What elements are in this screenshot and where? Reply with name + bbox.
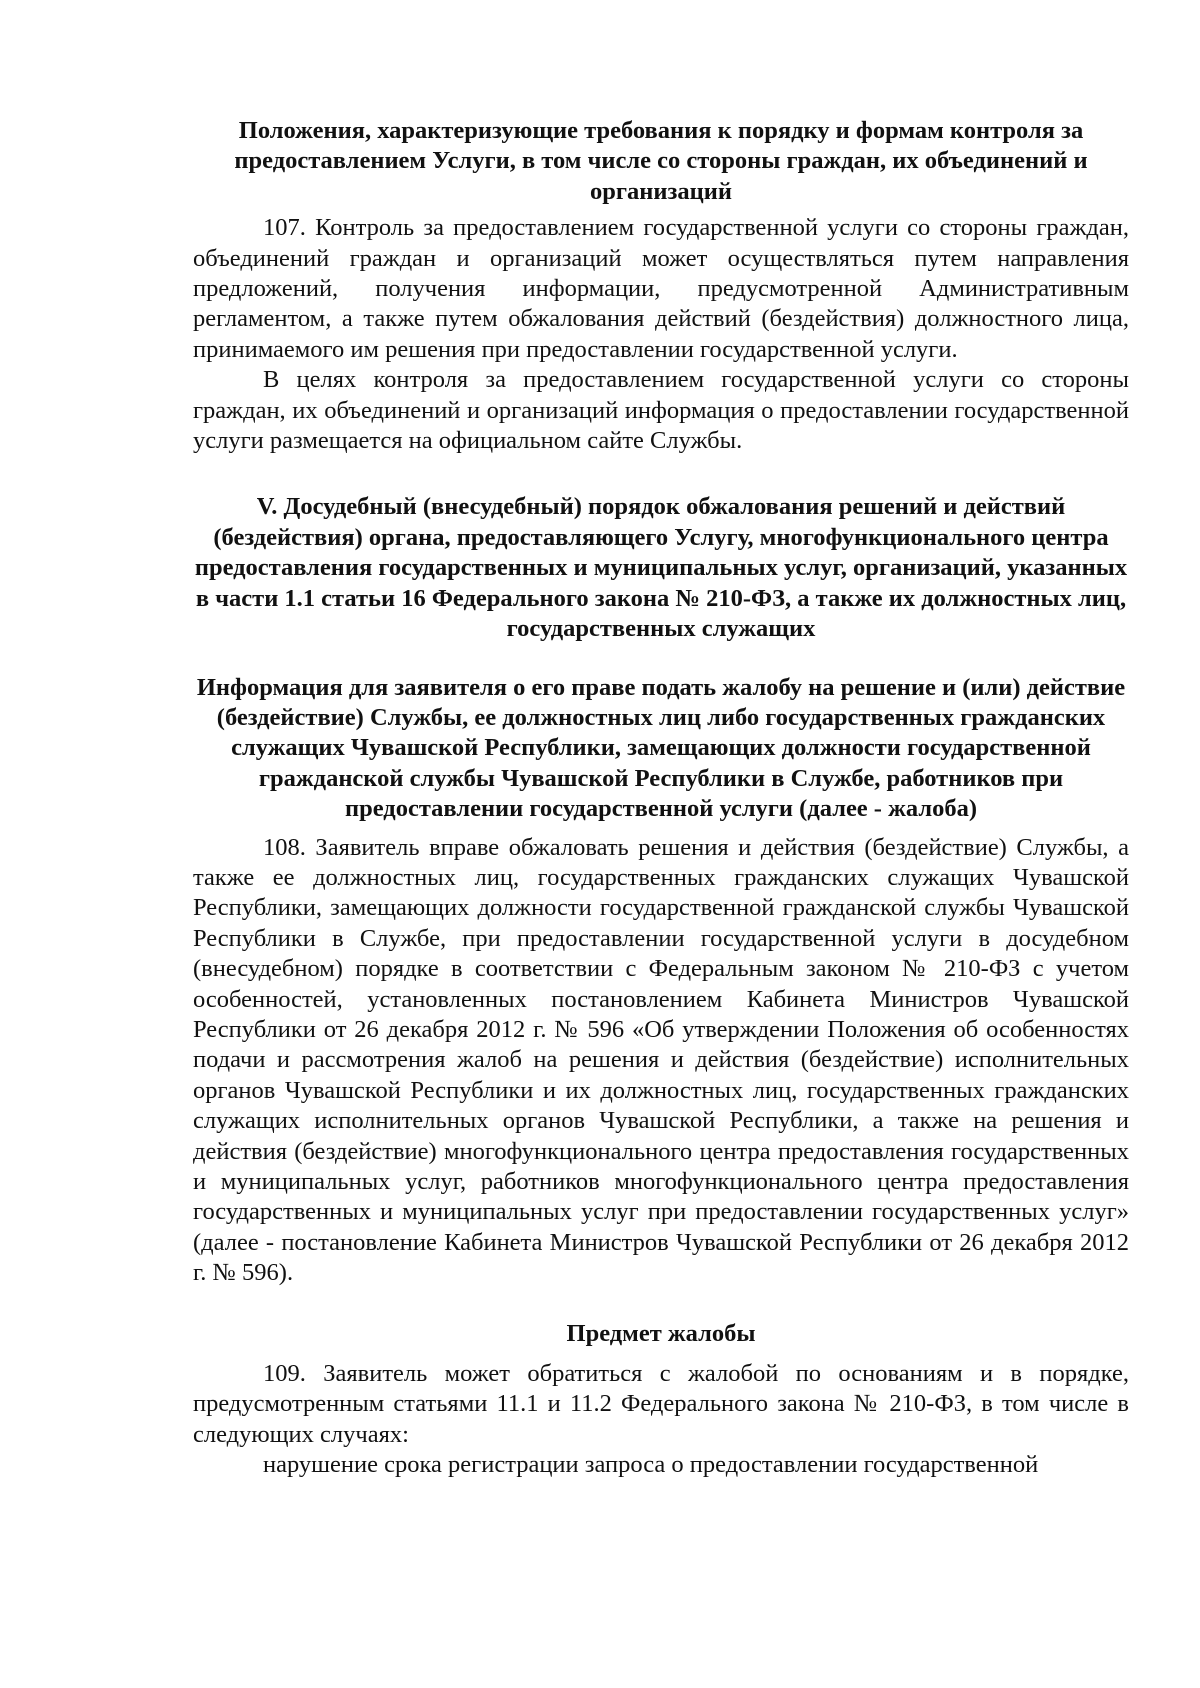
chapter-heading-v: V. Досудебный (внесудебный) порядок обжалования решений и действий (бездействия) органа, предоставляющего Услугу, многофункционального центра предоставления государственных и муниципальных услуг, организаций, указанных в части 1.1 статьи 16 Федерального закона № 210-ФЗ, а также их должностных лиц, государственных служащих [194, 493, 1128, 643]
document-body [193, 116, 1129, 1481]
paragraph-109: 109. Заявитель может обратиться с жалобой по основаниям и в порядке, предусмотренным статьями 11.1 и 11.2 Федерального закона № 210-ФЗ, в том числе в следующих случаях: [193, 1360, 1129, 1448]
paragraph-109-item: нарушение срока регистрации запроса о предоставлении государственной [263, 1451, 1039, 1479]
paragraph-107: 107. Контроль за предоставлением государственной услуги со стороны граждан, объединений граждан и организаций может осуществляться путем направления предложений, получения информации, предусмотренной Административным регламентом, а также путем обжалования действий (бездействия) должностного лица, принимаемого им решения при предоставлении государственной услуги. [193, 214, 1129, 363]
paragraph-108: 108. Заявитель вправе обжаловать решения и действия (бездействие) Службы, а также ее должностных лиц, государственных гражданских служащих Чувашской Республики, замещающих должности государственной гражданской службы Чувашской Республики в Службе, при предоставлении государственной услуги в досудебном (внесудебном) порядке в соответствии с Федеральным законом № 210-ФЗ с учетом особенностей, установленных постановлением Кабинета Министров Чувашской Республики от 26 декабря 2012 г. № 596 «Об утверждении Положения об особенностях подачи и рассмотрения жалоб на решения и действия (бездействие) исполнительных органов Чувашской Республики и их должностных лиц, государственных гражданских служащих исполнительных органов Чувашской Республики, а также на решения и действия (бездействие) многофункционального центра предоставления государственных и муниципальных услуг, работников многофункционального центра предоставления государственных и муниципальных услуг при предоставлении государственных услуг» (далее - постановление Кабинета Министров Чувашской Республики от 26 декабря 2012 г. № 596). [193, 833, 1129, 1287]
paragraph-107-continued: В целях контроля за предоставлением государственной услуги со стороны граждан, их объединений и организаций информация о предоставлении государственной услуги размещается на официальном сайте Службы. [193, 366, 1129, 455]
section-heading-complaint-info: Информация для заявителя о его праве подать жалобу на решение и (или) действие (бездействие) Службы, ее должностных лиц либо государственных гражданских служащих Чувашской Республики, замещающих должности государственной гражданской службы Чувашской Республики в Службе, работников при предоставлении государственной услуги (далее - жалоба) [196, 673, 1126, 823]
section-heading-control: Положения, характеризующие требования к порядку и формам контроля за предоставлением Услуги, в том числе со стороны граждан, их объединений и организаций [234, 117, 1088, 205]
section-heading-complaint-subject: Предмет жалобы [566, 1319, 756, 1347]
